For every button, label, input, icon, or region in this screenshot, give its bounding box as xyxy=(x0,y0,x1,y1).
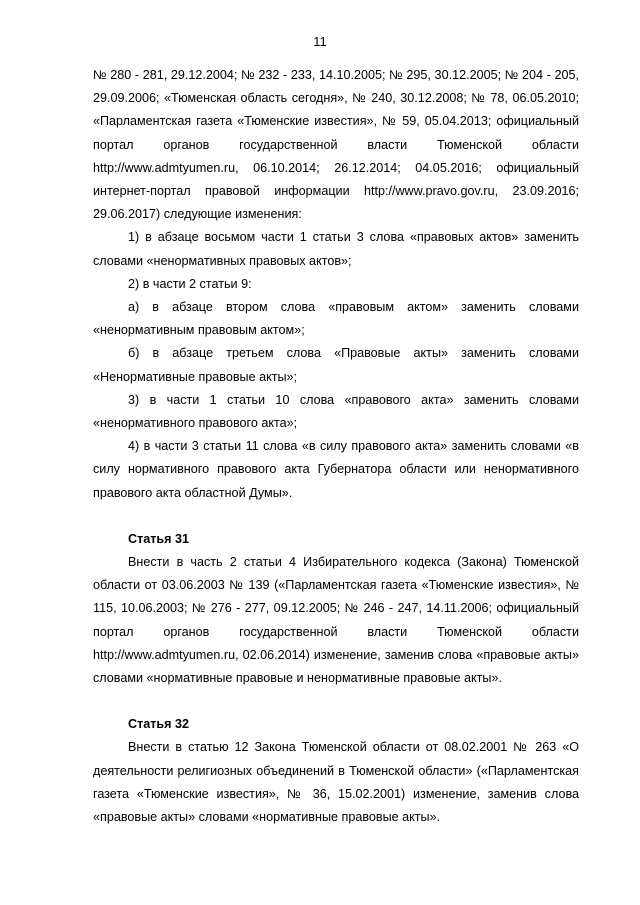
article-31-heading: Статья 31 xyxy=(128,531,190,546)
paragraph-item-2b: б) в абзаце третьем слова «Правовые акты» заменить словами «Ненормативные правовые акты»; xyxy=(93,346,579,384)
page-number: 11 xyxy=(313,34,327,49)
paragraph-item-3: 3) в части 1 статьи 10 слова «правового акта» заменить словами «ненормативного правового акта»; xyxy=(93,392,579,431)
paragraph-continuation: № 280 - 281, 29.12.2004; № 232 - 233, 14.10.2005; № 295, 30.12.2005; № 204 - 205, 29.09.2006; «Тюменская область сегодня», № 240, 30.12.2008; № 78, 06.05.2010; «Парламентская газета «Тюменские известия», № 59, 05.04.2013; официальный портал органов государственной власти Тюменской области http://www.admtyumen.ru, 06.10.2014; 26.12.2014; 04.05.2016; официальный интернет-портал правовой информации http://www.pravo.gov.ru, 23.09.2016; 29.06.2017) следующие изменения: xyxy=(93,68,579,222)
paragraph-item-4: 4) в части 3 статьи 11 слова «в силу правового акта» заменить словами «в силу нормативного правового акта Губернатора области или ненормативного правового акта областной Думы». xyxy=(93,439,579,500)
paragraph-item-1: 1) в абзаце восьмом части 1 статьи 3 слова «правовых актов» заменить словами «ненормативных правовых актов»; xyxy=(93,230,579,268)
article-31-text: Внести в часть 2 статьи 4 Избирательного кодекса (Закона) Тюменской области от 03.06.2003 № 139 («Парламентская газета «Тюменские известия», № 115, 10.06.2003; № 276 - 277, 09.12.2005; № 246 - 247, 14.11.2006; официальный портал органов государственной власти Тюменской области http://www.admtyumen.ru, 02.06.2014) изменение, заменив слова «правовые акты» словами «нормативные правовые и ненормативные правовые акты». xyxy=(93,555,579,686)
document-body xyxy=(93,64,579,829)
paragraph-item-2a: а) в абзаце втором слова «правовым актом» заменить словами «ненормативным правовым актом»; xyxy=(93,300,579,338)
article-32-text: Внести в статью 12 Закона Тюменской области от 08.02.2001 № 263 «О деятельности религиозных объединений в Тюменской области» («Парламентская газета «Тюменские известия», № 36, 15.02.2001) изменение, заменив слова «правовые акты» словами «нормативные правовые акты». xyxy=(93,740,579,825)
paragraph-item-2: 2) в части 2 статьи 9: xyxy=(128,276,252,291)
article-32-heading: Статья 32 xyxy=(128,717,190,732)
